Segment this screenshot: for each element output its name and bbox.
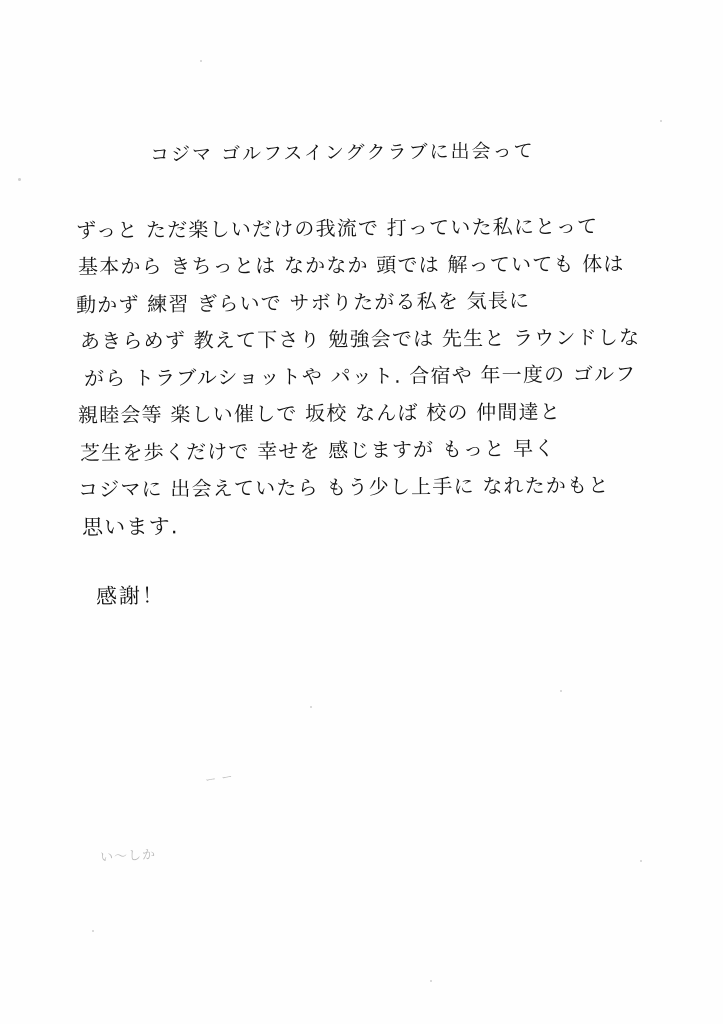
- scan-speckle: [310, 706, 312, 708]
- letter-body-line: コジマに 出会えていたら もう少し上手に なれたかもと: [77, 472, 610, 502]
- letter-body-line: 基本から きちっとは なかなか 頭では 解っていても 体は: [77, 251, 625, 279]
- letter-body-line: 親睦会等 楽しい催しで 坂校 なんば 校の 仲間達と: [77, 399, 562, 428]
- letter-title: コジマ ゴルフスイングクラブに出会って: [149, 139, 535, 167]
- letter-body-line: 芝生を歩くだけで 幸せを 感じますが もっと 早く: [79, 436, 556, 466]
- scan-speckle: [640, 860, 642, 862]
- scan-speckle: [430, 980, 432, 982]
- scan-speckle: [660, 120, 662, 122]
- faint-showthrough-mark: い〜しか: [99, 847, 157, 866]
- scan-speckle: [200, 60, 202, 62]
- letter-body-line: がら トラブルショットや パット. 合宿や 年一度の ゴルフ: [83, 361, 637, 391]
- scan-speckle: [560, 690, 562, 692]
- letter-signature: 感謝！: [95, 583, 166, 609]
- letter-body-line: あきらめず 教えて下さり 勉強会では 先生と ラウンドしな: [79, 325, 641, 354]
- letter-body-line: 思います.: [81, 514, 179, 540]
- scan-speckle: [92, 930, 94, 932]
- faint-showthrough-mark: ー ー: [204, 770, 235, 787]
- letter-body: [75, 213, 656, 552]
- letter-body-line: 動かず 練習 ぎらいで サボりたがる私を 気長に: [75, 288, 531, 318]
- letter-body-line: ずっと ただ楽しいだけの我流で 打っていた私にとって: [75, 213, 599, 243]
- scan-speckle: [18, 178, 21, 181]
